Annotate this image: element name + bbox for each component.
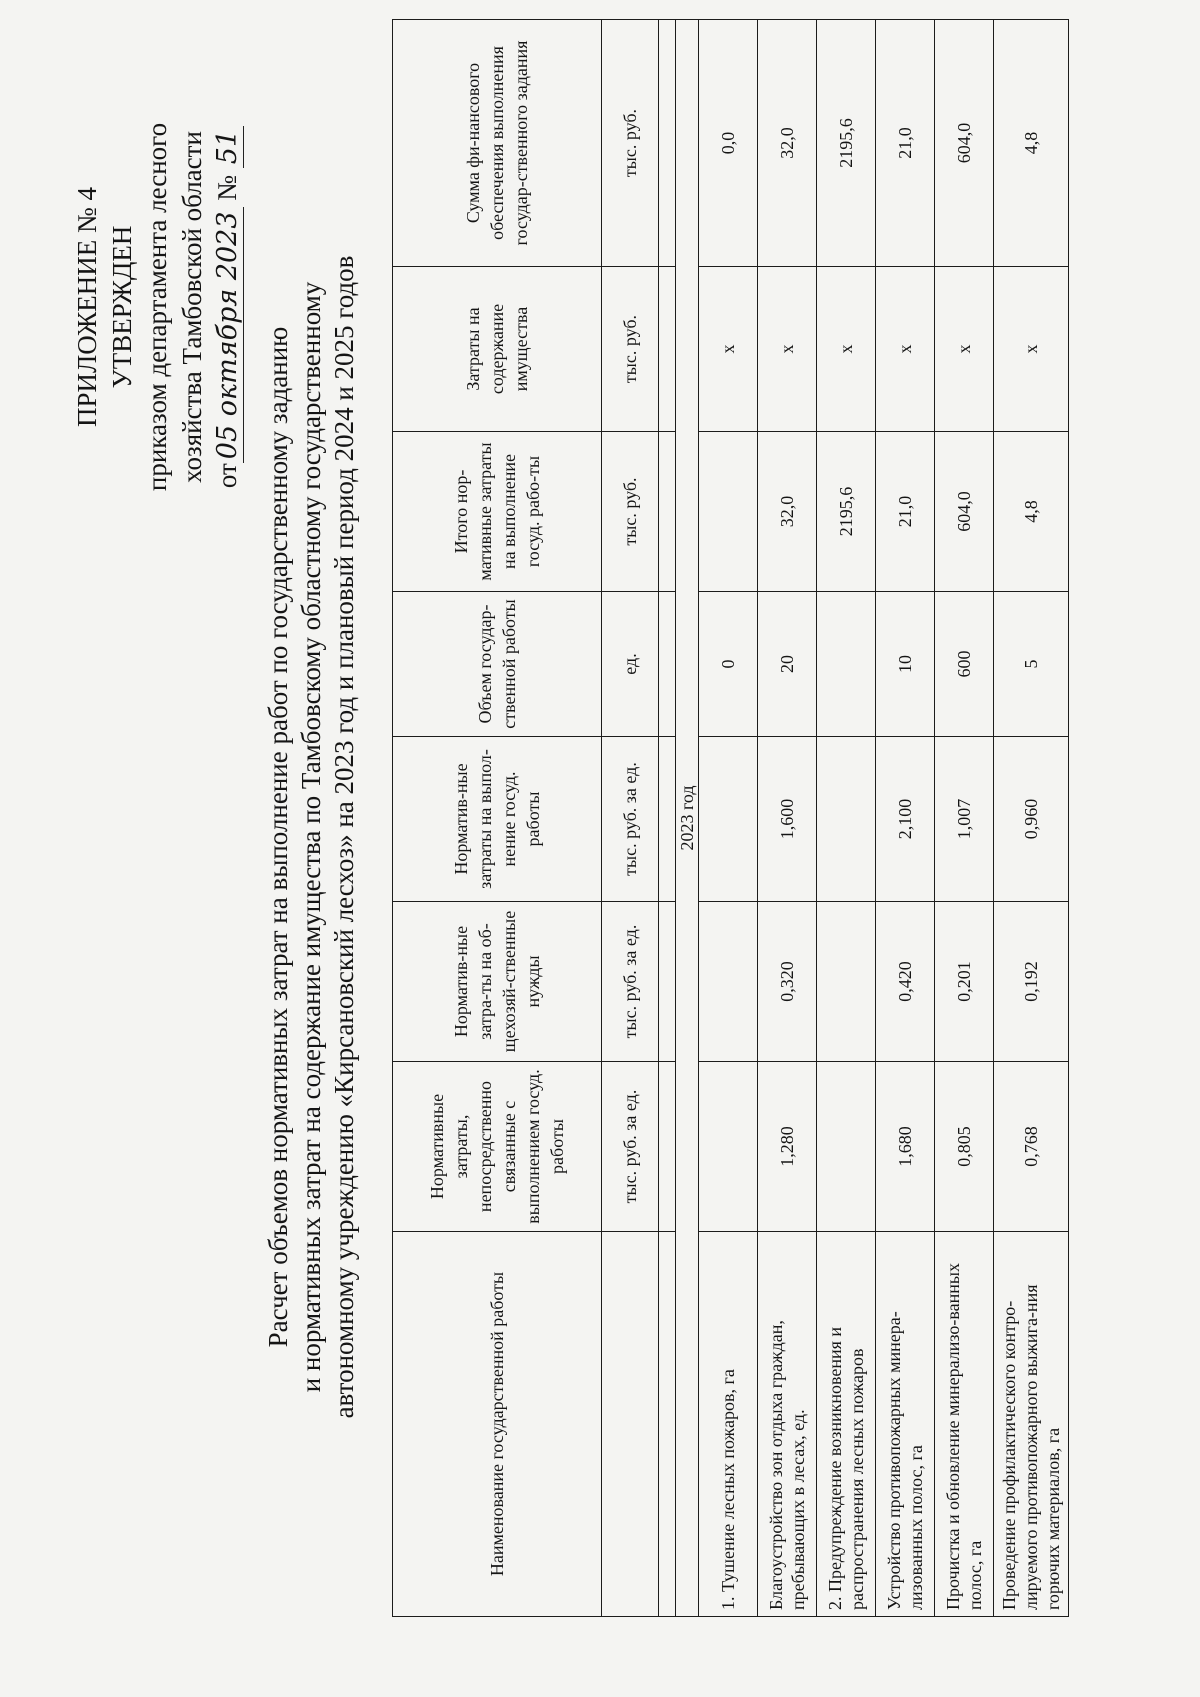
work-name-cell: 1. Тушение лесных пожаров, га [699,1232,758,1617]
general-cost-cell: 0,201 [935,902,994,1062]
work-name-cell: Прочистка и обновление минерализо-ванных полос, га [935,1232,994,1617]
general-cost-cell [817,902,876,1062]
spacer-cell [659,20,676,267]
volume-cell: 600 [935,592,994,737]
number-prefix: № [212,174,242,201]
year-row [676,20,699,1617]
funding-sum-cell: 32,0 [758,20,817,267]
table-row [758,20,817,1617]
header-total-costs: Итого нор-мативные затраты на выполнение госуд. рабо-ты [393,432,602,592]
direct-cost-cell: 1,280 [758,1062,817,1232]
spacer-cell [659,737,676,902]
general-cost-cell: 0,420 [876,902,935,1062]
funding-sum-cell: 4,8 [994,20,1069,267]
volume-cell: 20 [758,592,817,737]
header-property-costs: Затраты на содержание имущества [393,267,602,432]
volume-cell [817,592,876,737]
table-row [699,20,758,1617]
volume-cell: 5 [994,592,1069,737]
general-cost-cell: 0,320 [758,902,817,1062]
volume-cell: 10 [876,592,935,737]
unit-cell: ед. [602,592,659,737]
spacer-cell [659,592,676,737]
order-line-2: хозяйства Тамбовской области [177,131,207,483]
general-cost-cell: 0,192 [994,902,1069,1062]
approved-label: УТВЕРЖДЕН [107,225,137,389]
header-general-costs: Норматив-ные затра-ты на об-щехозяй-ственные нужды [393,902,602,1062]
funding-sum-cell: 2195,6 [817,20,876,267]
order-line-1: приказом департамента лесного [142,122,172,492]
handwritten-number: 51 [212,126,244,168]
total-cost-cell: 2195,6 [817,432,876,592]
approval-block [70,67,245,547]
units-row [602,20,659,1617]
table-row [817,20,876,1617]
appendix-number: ПРИЛОЖЕНИЕ № 4 [72,186,102,428]
spacer-cell [659,1232,676,1617]
spacer-cell [659,432,676,592]
unit-cell: тыс. руб. за ед. [602,1062,659,1232]
funding-sum-cell: 0,0 [699,20,758,267]
spacer-cell [659,902,676,1062]
property-cost-cell: х [876,267,935,432]
volume-cell: 0 [699,592,758,737]
table-header-row [393,20,602,1617]
property-cost-cell: х [758,267,817,432]
normative-cost-cell [699,737,758,902]
property-cost-cell: х [994,267,1069,432]
unit-cell: тыс. руб. [602,20,659,267]
funding-sum-cell: 604,0 [935,20,994,267]
normative-cost-cell: 2,100 [876,737,935,902]
document-title [262,207,361,1467]
unit-cell: тыс. руб. за ед. [602,737,659,902]
work-name-cell: Устройство противопожарных минера-лизованных полос, га [876,1232,935,1617]
order-date-line [210,67,245,547]
property-cost-cell: х [699,267,758,432]
year-label: 2023 год [676,20,699,1617]
work-name-cell: Проведение профилактического контро-лируемого противопожарного выжига-ния горючих материалов, га [994,1232,1069,1617]
direct-cost-cell [699,1062,758,1232]
total-cost-cell [699,432,758,592]
property-cost-cell: х [817,267,876,432]
total-cost-cell: 32,0 [758,432,817,592]
title-line-1: Расчет объемов нормативных затрат на выполнение работ по государственному заданию [263,326,293,1348]
table-row [935,20,994,1617]
spacer-cell [659,1062,676,1232]
direct-cost-cell [817,1062,876,1232]
direct-cost-cell: 0,768 [994,1062,1069,1232]
header-funding-sum: Сумма фи-нансового обеспечения выполнения государ-ственного задания [393,20,602,267]
title-line-3: автономному учреждению «Кирсановский лесхоз» на 2023 год и плановый период 2024 и 2025 годов [329,255,359,1419]
unit-cell: тыс. руб. за ед. [602,902,659,1062]
header-normative-costs: Норматив-ные затраты на выпол-нение госуд. работы [393,737,602,902]
property-cost-cell: х [935,267,994,432]
normative-cost-cell: 1,600 [758,737,817,902]
work-name-cell: Благоустройство зон отдыха граждан, пребывающих в лесах, ед. [758,1232,817,1617]
total-cost-cell: 604,0 [935,432,994,592]
date-prefix: от [212,463,242,489]
spacer-cell [659,267,676,432]
direct-cost-cell: 1,680 [876,1062,935,1232]
general-cost-cell [699,902,758,1062]
total-cost-cell: 4,8 [994,432,1069,592]
costs-table [392,19,1069,1617]
normative-cost-cell: 1,007 [935,737,994,902]
unit-cell: тыс. руб. [602,267,659,432]
work-name-cell: 2. Предупреждение возникновения и распространения лесных пожаров [817,1232,876,1617]
unit-cell: тыс. руб. [602,432,659,592]
title-line-2: и нормативных затрат на содержание имущества по Тамбовскому областному государственному [296,281,326,1393]
header-direct-costs: Нормативные затраты, непосредственно связанные с выполнением госуд. работы [393,1062,602,1232]
normative-cost-cell [817,737,876,902]
header-work-name: Наименование государственной работы [393,1232,602,1617]
funding-sum-cell: 21,0 [876,20,935,267]
header-work-volume: Объем государ-ственной работы [393,592,602,737]
table-row [876,20,935,1617]
direct-cost-cell: 0,805 [935,1062,994,1232]
normative-cost-cell: 0,960 [994,737,1069,902]
unit-cell [602,1232,659,1617]
spacer-row [659,20,676,1617]
table-row [994,20,1069,1617]
handwritten-date: 05 октября 2023 [212,207,244,463]
total-cost-cell: 21,0 [876,432,935,592]
